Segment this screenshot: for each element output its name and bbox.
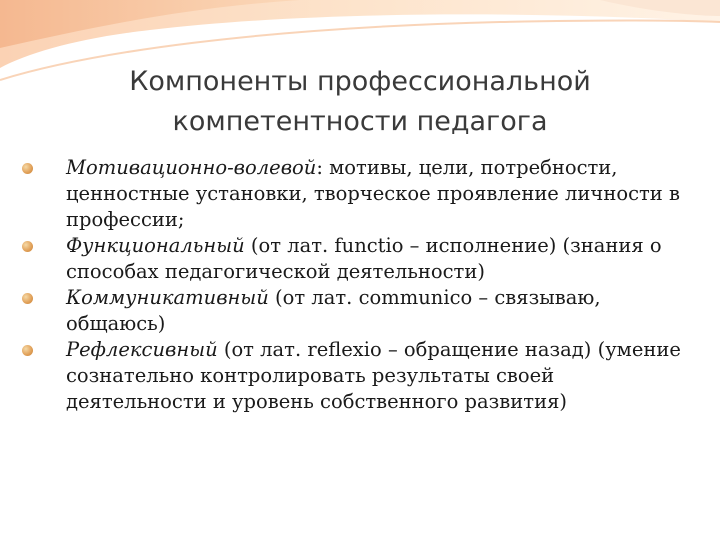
slide-title-line-1: Компоненты профессиональной (129, 66, 591, 97)
bullet-item-reflexive (20, 337, 700, 415)
bullet-item-communicative (20, 285, 700, 337)
bullet-item-motivational (20, 155, 700, 233)
bullet-list (20, 155, 700, 415)
bullet-term: Функциональный (66, 234, 245, 257)
bullet-term: Рефлексивный (66, 338, 218, 361)
bullet-text: (от лат. communico – связываю, общаюсь) (66, 286, 601, 335)
bullet-dot-icon (22, 163, 33, 174)
bullet-dot-icon (22, 293, 33, 304)
bullet-dot-icon (22, 345, 33, 356)
bullet-dot-icon (22, 241, 33, 252)
bullet-text: (от лат. reflexio – обращение назад) (умение сознательно контролировать результаты своей деятельности и уровень собственного развития) (66, 338, 681, 413)
bullet-text: : мотивы, цели, потребности, ценностные установки, творческое проявление личности в профессии; (66, 156, 680, 231)
bullet-text: (от лат. functio – исполнение) (знания о способах педагогической деятельности) (66, 234, 662, 283)
bullet-item-functional (20, 233, 700, 285)
bullet-term: Коммуникативный (66, 286, 269, 309)
bullet-term: Мотивационно-волевой (66, 156, 317, 179)
slide-title (60, 62, 660, 142)
slide-title-line-2: компетентности педагога (172, 106, 548, 137)
